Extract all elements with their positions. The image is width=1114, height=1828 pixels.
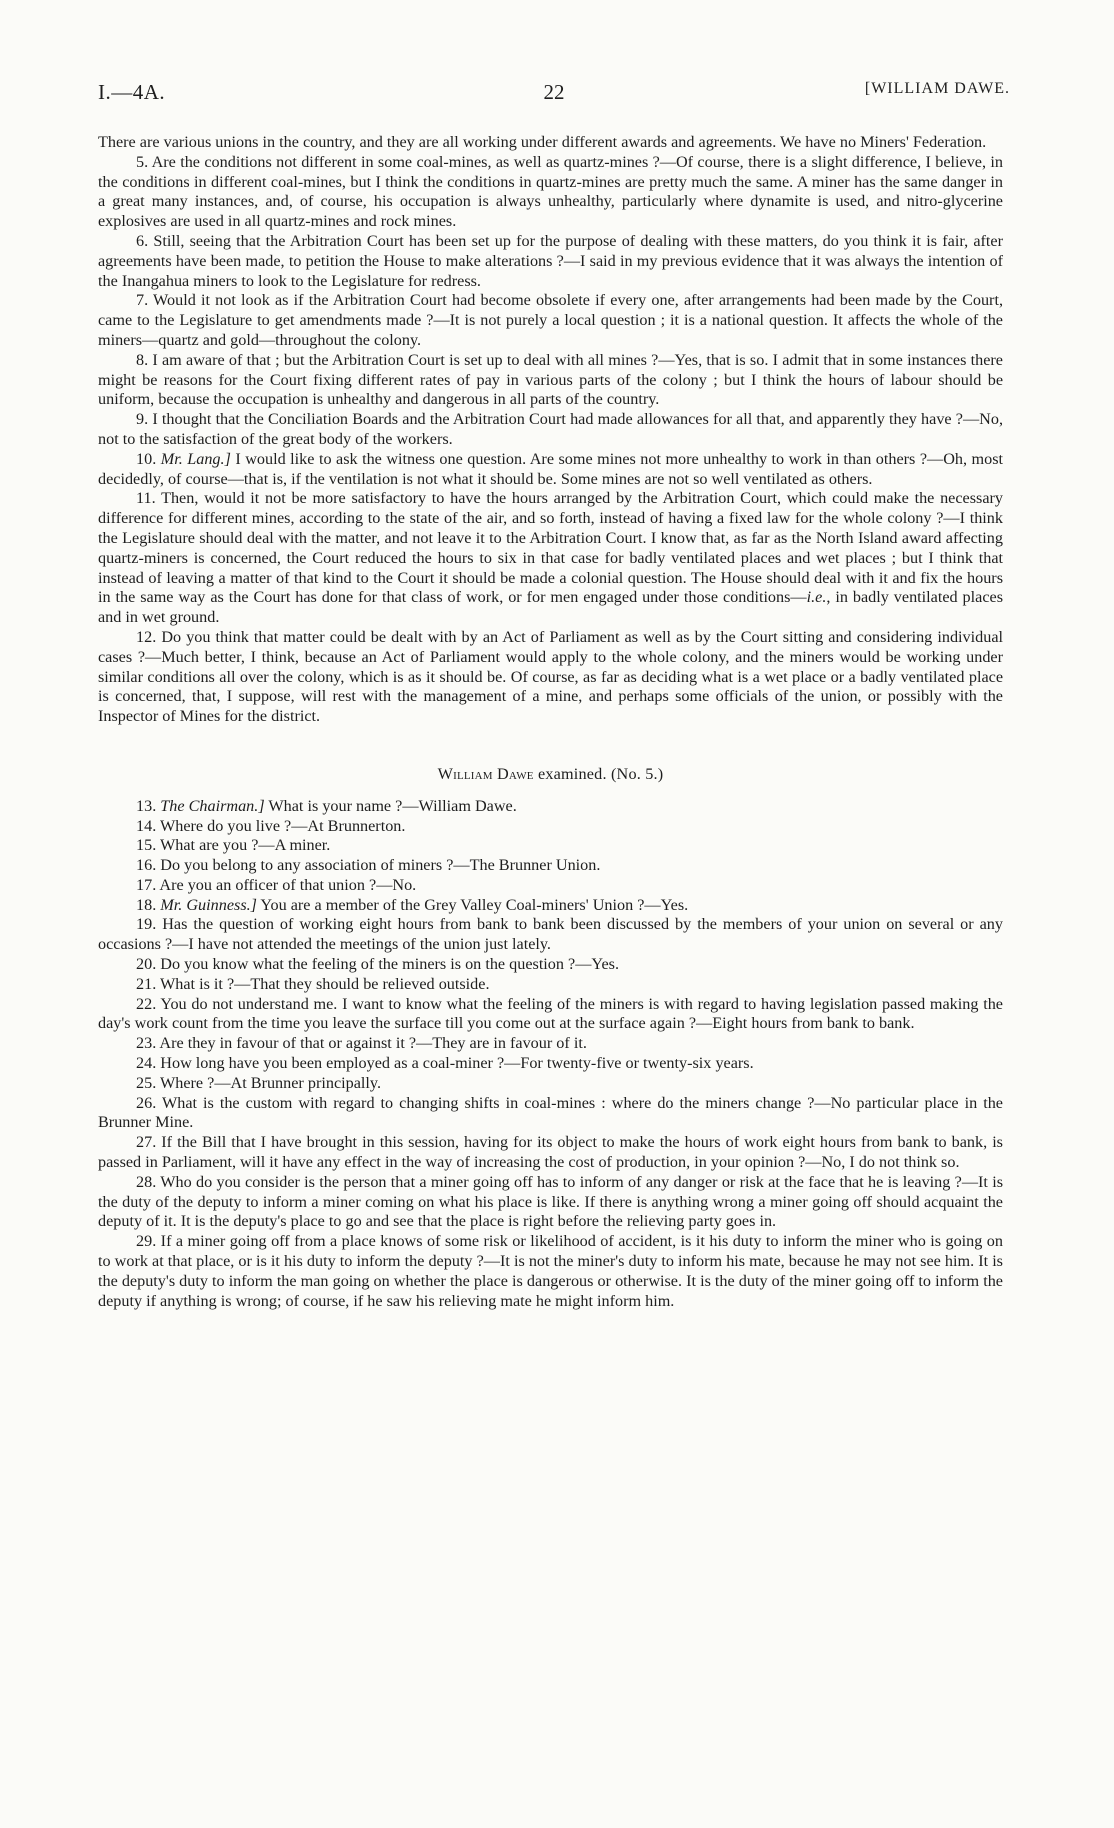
question-text: 11. Then, would it not be more satisfactory to have the hours arranged by the Arbitration Court, which could make the necessary difference for different mines, according to the state of the air, and so forth, instead of having a fixed law for the whole colony ?—I think the Legislature should deal with the matter, and not leave it to the Arbitration Court. I know that, as far as the North Island award affecting quartz-miners is concerned, the Court reduced the hours to six in that case for badly ventilated places and wet places ; but I think that instead of leaving a matter of that kind to the Court it should be made a colonial question. The House should deal with it and fix the hours in the same way as the Court has done for that class of work, or for men engaged under those conditions—: [98, 489, 1003, 607]
question-25: 25. Where ?—At Brunner principally.: [136, 1073, 381, 1092]
question-number: 10.: [136, 449, 157, 468]
speaker-name: The Chairman.]: [160, 796, 265, 815]
question-21: 21. What is it ?—That they should be relieved outside.: [136, 974, 490, 993]
question-12: 12. Do you think that matter could be dealt with by an Act of Parliament as well as by the Court sitting and considering individual cases ?—Much better, I think, because an Act of Parliament would apply to the whole colony, and the miners would be working under similar conditions all over the colony, which is as it should be. Of course, as far as deciding what is a wet place or a badly ventilated place is concerned, that, I suppose, will rest with the management of a mine, and perhaps some officials of the union, or possibly with the Inspector of Mines for the district.: [98, 627, 1003, 726]
question-text: What is your name ?—William Dawe.: [264, 796, 517, 815]
question-19: 19. Has the question of working eight hours from bank to bank been discussed by the members of your union on several or any occasions ?—I have not attended the meetings of the union just lately.: [98, 915, 1003, 954]
intro-paragraph: There are various unions in the country, and they are all working under different awards and agreements. We have no Miners' Federation.: [98, 133, 987, 151]
speaker-name: Mr. Lang.]: [160, 449, 231, 468]
speaker-name: Mr. Guinness.]: [160, 895, 257, 914]
running-head-witness: [WILLIAM DAWE.: [864, 80, 1010, 97]
document-reference: I.—4A.: [98, 80, 166, 104]
question-26: 26. What is the custom with regard to changing shifts in coal-mines : where do the miners change ?—No particular place in the Brunner Mine.: [98, 1093, 1003, 1132]
page-body: [98, 133, 1003, 1311]
question-13: [98, 797, 1003, 817]
question-number: 13.: [136, 796, 157, 815]
question-5: 5. Are the conditions not different in some coal-mines, as well as quartz-mines ?—Of course, there is a slight difference, I believe, in the conditions in different coal-mines, but I think the conditions in quartz-mines are pretty much the same. A miner has the same danger in a great many instances, and, of course, his occupation is always unhealthy, particularly where dynamite is used, and nitro-glycerine explosives are used in all quartz-mines and rock mines.: [98, 152, 1003, 231]
question-28: 28. Who do you consider is the person that a miner going off has to inform of any danger or risk at the face that he is leaving ?—It is the duty of the deputy to inform a miner coming on what his place is like. If there is anything wrong a miner going off should acquaint the deputy of it. It is the deputy's place to go and see that the place is right before the relieving party goes in.: [98, 1172, 1003, 1231]
question-22: 22. You do not understand me. I want to know what the feeling of the miners is with regard to having legislation passed making the day's work count from the time you leave the surface till you come out at the surface again ?—Eight hours from bank to bank.: [98, 994, 1003, 1033]
question-27: 27. If the Bill that I have brought in this session, having for its object to make the hours of work eight hours from bank to bank, is passed in Parliament, will it have any effect in the way of increasing the cost of production, in your opinion ?—No, I do not think so.: [98, 1133, 1003, 1172]
page-header: [98, 80, 1010, 110]
abbreviation-ie: i.e.: [806, 588, 827, 607]
section-heading: [98, 765, 1003, 785]
question-text-tail: , in badly ventilated places and in wet ground.: [98, 588, 1003, 627]
question-29: 29. If a miner going off from a place knows of some risk or likelihood of accident, is it his duty to inform the miner who is going on to work at that place, or is it his duty to inform the deputy ?—It is not the miner's duty to inform his mate, because he may not see him. It is the deputy's duty to inform the man going on whether the place is dangerous or otherwise. It is the duty of the miner going off to inform the deputy if anything is wrong; of course, if he saw his relieving mate he might inform him.: [98, 1232, 1003, 1310]
page-number: 22: [543, 80, 565, 104]
witness-name: William Dawe: [437, 764, 534, 783]
question-text: I would like to ask the witness one question. Are some mines not more unhealthy to work in than others ?—Oh, most decidedly, of course—that is, if the ventilation is not what it should be. Some mines are not so well ventilated as others.: [98, 449, 1003, 488]
question-18: [98, 896, 1003, 916]
question-11: [98, 489, 1003, 628]
question-6: 6. Still, seeing that the Arbitration Court has been set up for the purpose of dealing with these matters, do you think it is fair, after agreements have been made, to petition the House to make alterations ?—I said in my previous evidence that it was always the intention of the Inangahua miners to look to the Legislature for redress.: [98, 231, 1003, 290]
question-15: 15. What are you ?—A miner.: [136, 836, 331, 855]
question-number: 18.: [136, 895, 157, 914]
question-9: 9. I thought that the Conciliation Boards and the Arbitration Court had made allowances for all that, and apparently they have ?—No, not to the satisfaction of the great body of the workers.: [98, 410, 1003, 448]
question-24: 24. How long have you been employed as a coal-miner ?—For twenty-five or twenty-six years.: [136, 1054, 754, 1073]
question-8: 8. I am aware of that ; but the Arbitration Court is set up to deal with all mines ?—Yes, that is so. I admit that in some instances there might be reasons for the Court fixing different rates of pay in various parts of the colony ; but I think the hours of labour should be uniform, because the occupation is unhealthy and dangerous in all parts of the country.: [98, 350, 1003, 409]
question-14: 14. Where do you live ?—At Brunnerton.: [136, 816, 406, 835]
question-17: 17. Are you an officer of that union ?—No.: [136, 875, 417, 894]
question-16: 16. Do you belong to any association of miners ?—The Brunner Union.: [136, 856, 601, 875]
question-7: 7. Would it not look as if the Arbitration Court had become obsolete if every one, after arrangements had been made by the Court, came to the Legislature to get amendments made ?—It is not purely a local question ; it is a national question. It affects the whole of the miners—quartz and gold—throughout the colony.: [98, 291, 1003, 349]
question-10: [98, 450, 1003, 490]
heading-rest: examined. (No. 5.): [533, 764, 664, 783]
question-23: 23. Are they in favour of that or against it ?—They are in favour of it.: [136, 1034, 587, 1053]
question-text: You are a member of the Grey Valley Coal-miners' Union ?—Yes.: [256, 895, 689, 914]
question-20: 20. Do you know what the feeling of the miners is on the question ?—Yes.: [136, 955, 620, 974]
